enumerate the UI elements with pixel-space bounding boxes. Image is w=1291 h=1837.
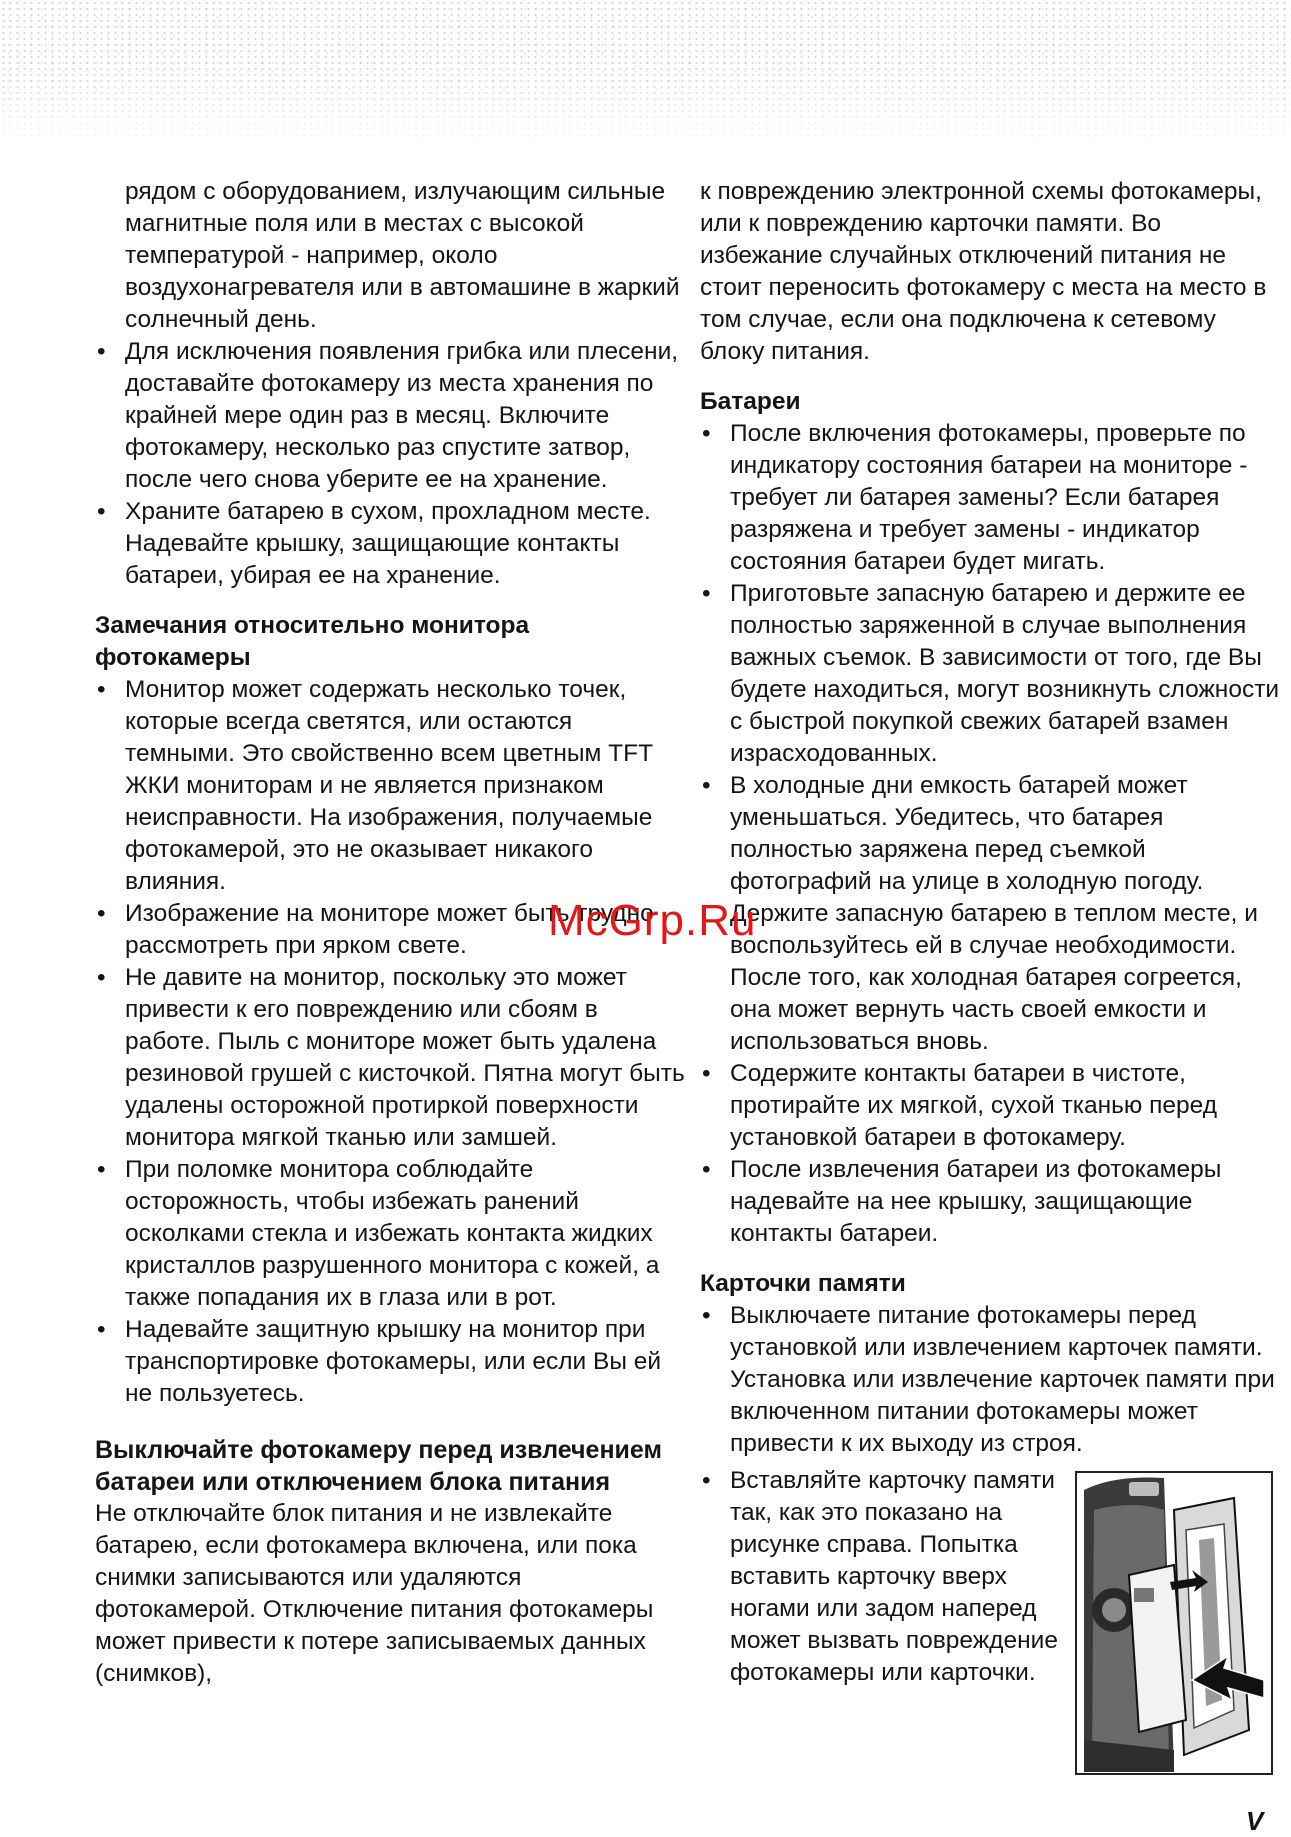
list-item: • Вставляйте карточку памяти так, как это показано на рисунке справа. Попытка вставить карточку вверх ногами или задом наперед может вызвать повреждение фотокамеры или карточки. bbox=[700, 1465, 1070, 1689]
card-insert-text-block bbox=[700, 1465, 1070, 1689]
list-item: • Приготовьте запасную батарею и держите ее полностью заряженной в случае выполнения важных съемок. В зависимости от того, где Вы будете находиться, могут возникнуть сложности с быстрой покупкой свежих батарей взамен израсходованных. bbox=[700, 578, 1280, 770]
right-column bbox=[700, 176, 1280, 1460]
list-item: • Храните батарею в сухом, прохладном месте. Надевайте крышку, защищающие контакты батареи, убирая ее на хранение. bbox=[95, 496, 685, 592]
power-section-title: Выключайте фотокамеру перед извлечением батареи или отключением блока питания bbox=[95, 1436, 662, 1496]
page-number: V bbox=[1246, 1806, 1264, 1836]
list-item: • После включения фотокамеры, проверьте по индикатору состояния батареи на мониторе - требует ли батарея замены? Если батарея разряжена и требует замены - индикатор состояния батареи будет мигать. bbox=[700, 418, 1280, 578]
list-item: • Для исключения появления грибка или плесени, доставайте фотокамеру из места хранения по крайней мере один раз в месяц. Включите фотокамеру, несколько раз спустите затвор, после чего снова уберите ее на хранение. bbox=[95, 336, 685, 496]
list-item: • В холодные дни емкость батарей может уменьшаться. Убедитесь, что батарея полностью заряжена перед съемкой фотографий на улице в холодную погоду. Держите запасную батарею в теплом месте, и воспользуйтесь ей в случае необходимости. После того, как холодная батарея согреется, она может вернуть часть своей емкости и использоваться вновь. bbox=[700, 770, 1280, 1058]
list-item: • Надевайте защитную крышку на монитор при транспортировке фотокамеры, или если Вы ей не пользуетесь. bbox=[95, 1314, 685, 1410]
list-item: • После извлечения батареи из фотокамеры надевайте на нее крышку, защищающие контакты батареи. bbox=[700, 1154, 1280, 1250]
list-item: • Монитор может содержать несколько точек, которые всегда светятся, или остаются темными. Это свойственно всем цветным TFT ЖКИ мониторам и не является признаком неисправности. На изображения, получаемые фотокамерой, это не оказывает никакого влияния. bbox=[95, 674, 685, 898]
scan-noise-band bbox=[0, 0, 1291, 150]
list-item: • Выключаете питание фотокамеры перед установкой или извлечением карточек памяти. Установка или извлечение карточек памяти при включенном питании фотокамеры может привести к их выходу из строя. bbox=[700, 1300, 1280, 1460]
card-insert-bullets bbox=[700, 1465, 1070, 1689]
monitor-section-title: Замечания относительно монитора фотокамеры bbox=[95, 612, 530, 671]
monitor-bullets bbox=[95, 674, 685, 1410]
list-item: • При поломке монитора соблюдайте осторожность, чтобы избежать ранений осколками стекла и избежать контакта жидких кристаллов разрушенного монитора с кожей, а также попадания их в глаза или в рот. bbox=[95, 1154, 685, 1314]
memory-section-title: Карточки памяти bbox=[700, 1270, 906, 1297]
intro-text: рядом с оборудованием, излучающим сильные магнитные поля или в местах с высокой температурой - например, около воздухонагревателя или в автомашине в жаркий солнечный день. bbox=[125, 178, 680, 333]
battery-bullets bbox=[700, 418, 1280, 1250]
battery-section-title: Батареи bbox=[700, 388, 801, 415]
list-item: • Не давите на монитор, поскольку это может привести к его повреждению или сбоям в работе. Пыль с мониторе может быть удалена резиновой грушей с кисточкой. Пятна могут быть удалены осторожной протиркой поверхности монитора мягкой тканью или замшей. bbox=[95, 962, 685, 1154]
storage-bullets bbox=[95, 336, 685, 592]
memory-bullets bbox=[700, 1300, 1280, 1460]
power-section-text: Не отключайте блок питания и не извлекайте батарею, если фотокамера включена, или пока снимки записываются или удаляются фотокамерой. Отключение питания фотокамеры может привести к потере записываемых данных (снимков), bbox=[95, 1500, 654, 1687]
continuation-text: к повреждению электронной схемы фотокамеры, или к повреждению карточки памяти. Во избежание случайных отключений питания не стоит переносить фотокамеру с места на место в том случае, если она подключена к сетевому блоку питания. bbox=[700, 178, 1267, 365]
list-item: • Содержите контакты батареи в чистоте, протирайте их мягкой, сухой тканью перед установкой батареи в фотокамеру. bbox=[700, 1058, 1280, 1154]
watermark: McGrp.Ru bbox=[548, 896, 757, 945]
camera-card-slot-illustration bbox=[1074, 1470, 1274, 1776]
list-item: • Изображение на мониторе может быть трудно рассмотреть при ярком свете. bbox=[95, 898, 685, 962]
